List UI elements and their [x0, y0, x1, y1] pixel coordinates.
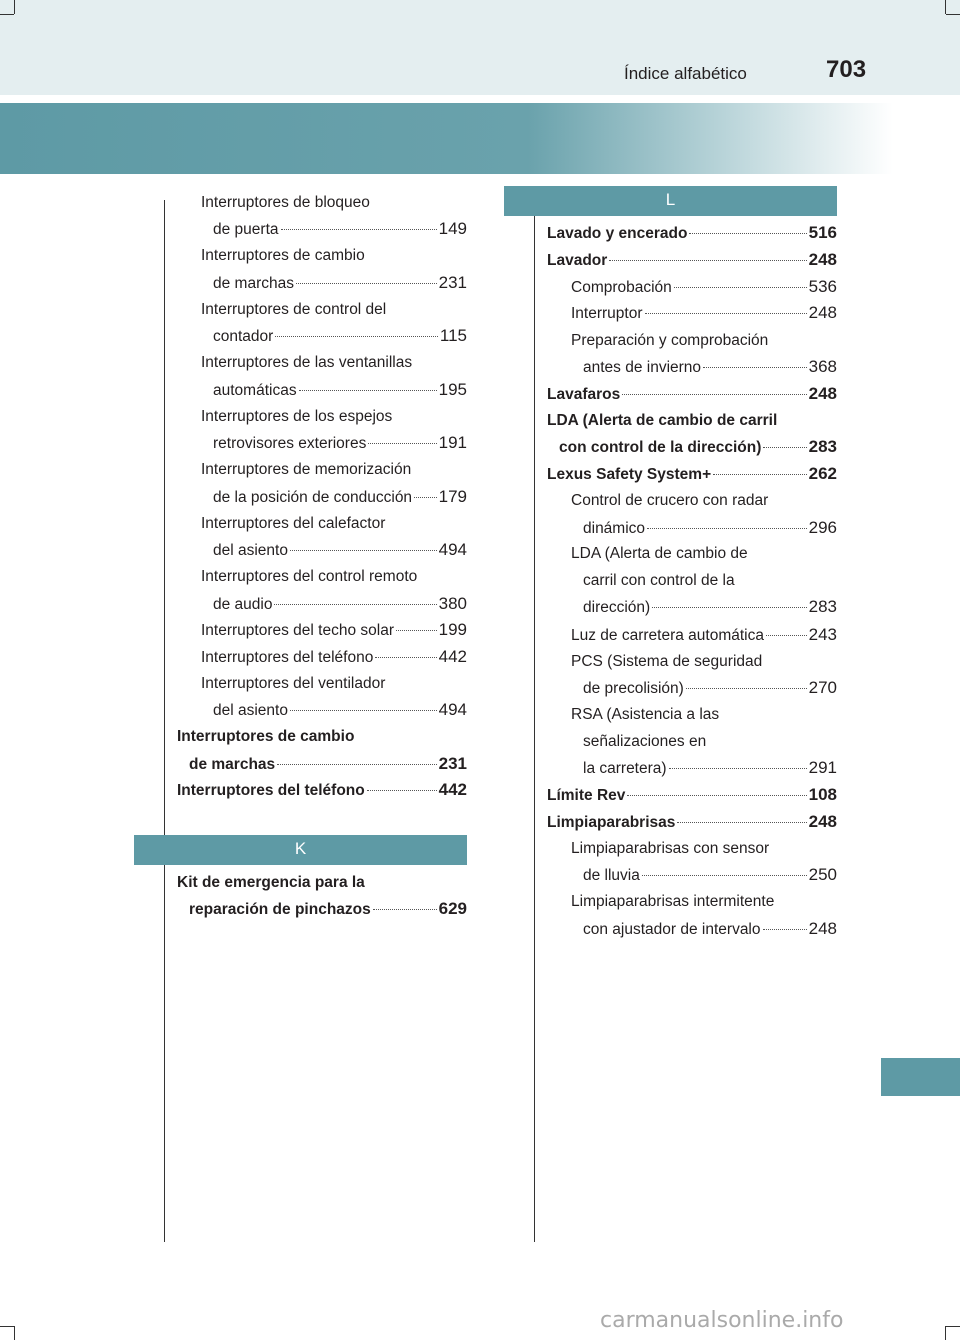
leader-dots: [652, 607, 806, 608]
index-entry-label: Interruptores del ventilador: [201, 675, 386, 692]
page-reference: 262: [808, 464, 837, 483]
page-reference: 516: [808, 223, 837, 242]
page-reference: 248: [808, 250, 837, 269]
index-entry-label: Luz de carretera automática: [571, 627, 764, 644]
leader-dots: [689, 233, 806, 234]
index-entry-label: Limpiaparabrisas intermitente: [571, 893, 775, 910]
index-entry-label: automáticas: [213, 382, 297, 399]
index-entry: [547, 785, 837, 806]
index-entry: [189, 754, 467, 775]
page-reference: 283: [808, 437, 837, 456]
page-reference: 494: [438, 700, 467, 719]
index-entry-label: PCS (Sistema de seguridad: [571, 653, 763, 670]
leader-dots: [609, 260, 806, 261]
page-reference: 248: [808, 384, 837, 403]
index-entry-label: Interruptores del techo solar: [201, 622, 394, 639]
index-entry: [213, 219, 467, 240]
index-entry: [213, 700, 467, 721]
index-entry: [583, 865, 837, 886]
leader-dots: [674, 287, 807, 288]
page-reference: 231: [438, 754, 467, 773]
index-entry: [213, 540, 467, 561]
index-entry-label: reparación de pinchazos: [189, 901, 371, 918]
index-entry-label: de precolisión): [583, 680, 684, 697]
index-entry: [583, 919, 837, 940]
leader-dots: [763, 447, 806, 448]
leader-dots: [627, 795, 806, 796]
page-reference: 380: [438, 594, 467, 613]
index-entry: [547, 223, 837, 244]
index-entry: [583, 357, 837, 378]
crop-mark: [14, 0, 15, 14]
index-entry-label: de lluvia: [583, 867, 640, 884]
crop-mark: [945, 1326, 946, 1340]
page-reference: 248: [808, 812, 837, 831]
page-reference: 231: [438, 273, 467, 292]
page-reference: 179: [438, 487, 467, 506]
leader-dots: [373, 909, 437, 910]
index-entry-label: Preparación y comprobación: [571, 332, 769, 349]
index-entry-label: Interruptores de los espejos: [201, 408, 393, 425]
index-entry: [571, 277, 837, 298]
index-entry-label: Interruptores de bloqueo: [201, 194, 370, 211]
crop-mark: [945, 0, 946, 14]
index-entry-label: Comprobación: [571, 279, 672, 296]
index-entry-label: Límite Rev: [547, 787, 626, 804]
page-reference: 536: [808, 277, 837, 296]
leader-dots: [713, 474, 806, 475]
index-entry-label: Interruptor: [571, 305, 643, 322]
page-reference: 248: [808, 919, 837, 938]
index-entry: [583, 758, 837, 779]
leader-dots: [277, 764, 436, 765]
header-gradient-bar: [0, 103, 960, 174]
page-reference: 250: [808, 865, 837, 884]
header-band: [0, 0, 960, 95]
index-entry: [571, 625, 837, 646]
page-reference: 283: [808, 597, 837, 616]
index-entry-label: con ajustador de intervalo: [583, 921, 761, 938]
index-entry-label: antes de invierno: [583, 359, 702, 376]
page-reference: 291: [808, 758, 837, 777]
index-entry-label: Interruptores de control del: [201, 301, 387, 318]
index-entry: [201, 647, 467, 668]
index-entry-label: LDA (Alerta de cambio de carril: [547, 412, 778, 429]
index-entry-label: Control de crucero con radar: [571, 492, 769, 509]
index-entry: [213, 380, 467, 401]
crop-mark: [0, 1326, 14, 1327]
index-entry-label: Limpiaparabrisas: [547, 814, 676, 831]
leader-dots: [414, 497, 437, 498]
index-entry-label: de audio: [213, 596, 273, 613]
index-entry-label: Interruptores del calefactor: [201, 515, 386, 532]
leader-dots: [645, 313, 807, 314]
index-entry: [583, 597, 837, 618]
page-reference: 199: [438, 620, 467, 639]
leader-dots: [669, 768, 807, 769]
index-entry-label: carril con control de la: [583, 572, 735, 589]
leader-dots: [677, 822, 806, 823]
index-entry-label: Lexus Safety System+: [547, 466, 712, 483]
leader-dots: [686, 688, 807, 689]
index-entry-label: Interruptores de cambio: [201, 247, 365, 264]
page-reference: 108: [808, 785, 837, 804]
section-letter-l: L: [504, 186, 837, 216]
leader-dots: [281, 229, 437, 230]
page-reference: 191: [438, 433, 467, 452]
index-entry: [177, 780, 467, 801]
left-column-rule: [164, 200, 165, 1242]
index-entry-label: Interruptores del control remoto: [201, 568, 418, 585]
index-entry-label: dirección): [583, 599, 651, 616]
index-entry-label: Lavafaros: [547, 386, 621, 403]
leader-dots: [763, 929, 807, 930]
leader-dots: [647, 528, 807, 529]
leader-dots: [766, 635, 807, 636]
leader-dots: [642, 875, 807, 876]
index-entry: [213, 487, 467, 508]
index-entry: [547, 812, 837, 833]
leader-dots: [703, 367, 807, 368]
leader-dots: [368, 443, 436, 444]
page-reference: 149: [438, 219, 467, 238]
page-reference: 296: [808, 518, 837, 537]
index-entry-label: de marchas: [213, 275, 294, 292]
index-entry: [213, 273, 467, 294]
index-entry-label: LDA (Alerta de cambio de: [571, 545, 748, 562]
page-reference: 243: [808, 625, 837, 644]
index-entry: [571, 303, 837, 324]
crop-mark: [946, 1326, 960, 1327]
index-entry: [559, 437, 837, 458]
index-entry-label: contador: [213, 328, 274, 345]
leader-dots: [367, 790, 437, 791]
crop-mark: [946, 14, 960, 15]
index-entry-label: del asiento: [213, 702, 288, 719]
page-reference: 115: [439, 326, 467, 345]
leader-dots: [275, 336, 438, 337]
index-entry: [189, 899, 467, 920]
index-entry-label: RSA (Asistencia a las: [571, 706, 720, 723]
index-entry-label: dinámico: [583, 520, 646, 537]
crop-mark: [0, 14, 14, 15]
index-entry: [213, 594, 467, 615]
page-reference: 195: [438, 380, 467, 399]
index-side-tab: [881, 1058, 960, 1096]
index-entry-label: retrovisores exteriores: [213, 435, 367, 452]
right-column-rule: [534, 200, 535, 1242]
index-entry-label: Kit de emergencia para la: [177, 874, 365, 891]
page-reference: 442: [438, 780, 467, 799]
crop-mark: [14, 1326, 15, 1340]
index-entry-label: Lavador: [547, 252, 608, 269]
index-entry-label: Interruptores de las ventanillas: [201, 354, 413, 371]
leader-dots: [375, 657, 436, 658]
index-entry-label: Interruptores del teléfono: [201, 649, 374, 666]
watermark: carmanualsonline.info: [600, 1308, 844, 1333]
leader-dots: [290, 710, 437, 711]
index-entry-label: Lavado y encerado: [547, 225, 688, 242]
index-entry-label: la carretera): [583, 760, 667, 777]
index-entry-label: Interruptores de memorización: [201, 461, 412, 478]
section-letter-k: K: [134, 835, 467, 865]
leader-dots: [290, 550, 437, 551]
index-entry: [547, 464, 837, 485]
page-reference: 629: [438, 899, 467, 918]
page-reference: 270: [808, 678, 837, 697]
index-entry: [547, 384, 837, 405]
page-reference: 494: [438, 540, 467, 559]
index-entry-label: de marchas: [189, 756, 276, 773]
index-entry-label: de puerta: [213, 221, 279, 238]
page-title: Índice alfabético: [624, 64, 747, 83]
index-entry-label: Interruptores de cambio: [177, 728, 355, 745]
page-reference: 248: [808, 303, 837, 322]
index-entry-label: señalizaciones en: [583, 733, 707, 750]
leader-dots: [299, 390, 437, 391]
index-entry: [213, 433, 467, 454]
page-reference: 442: [438, 647, 467, 666]
index-entry: [201, 620, 467, 641]
index-entry: [213, 326, 467, 347]
index-entry-label: de la posición de conducción: [213, 489, 413, 506]
page-reference: 368: [808, 357, 837, 376]
index-entry: [547, 250, 837, 271]
index-entry-label: Interruptores del teléfono: [177, 782, 365, 799]
index-entry: [583, 678, 837, 699]
index-entry-label: Limpiaparabrisas con sensor: [571, 840, 770, 857]
leader-dots: [274, 604, 436, 605]
index-entry-label: con control de la dirección): [559, 439, 762, 456]
leader-dots: [622, 394, 806, 395]
leader-dots: [296, 283, 437, 284]
leader-dots: [396, 630, 437, 631]
index-entry: [583, 518, 837, 539]
index-entry-label: del asiento: [213, 542, 288, 559]
page-number: 703: [826, 56, 867, 83]
